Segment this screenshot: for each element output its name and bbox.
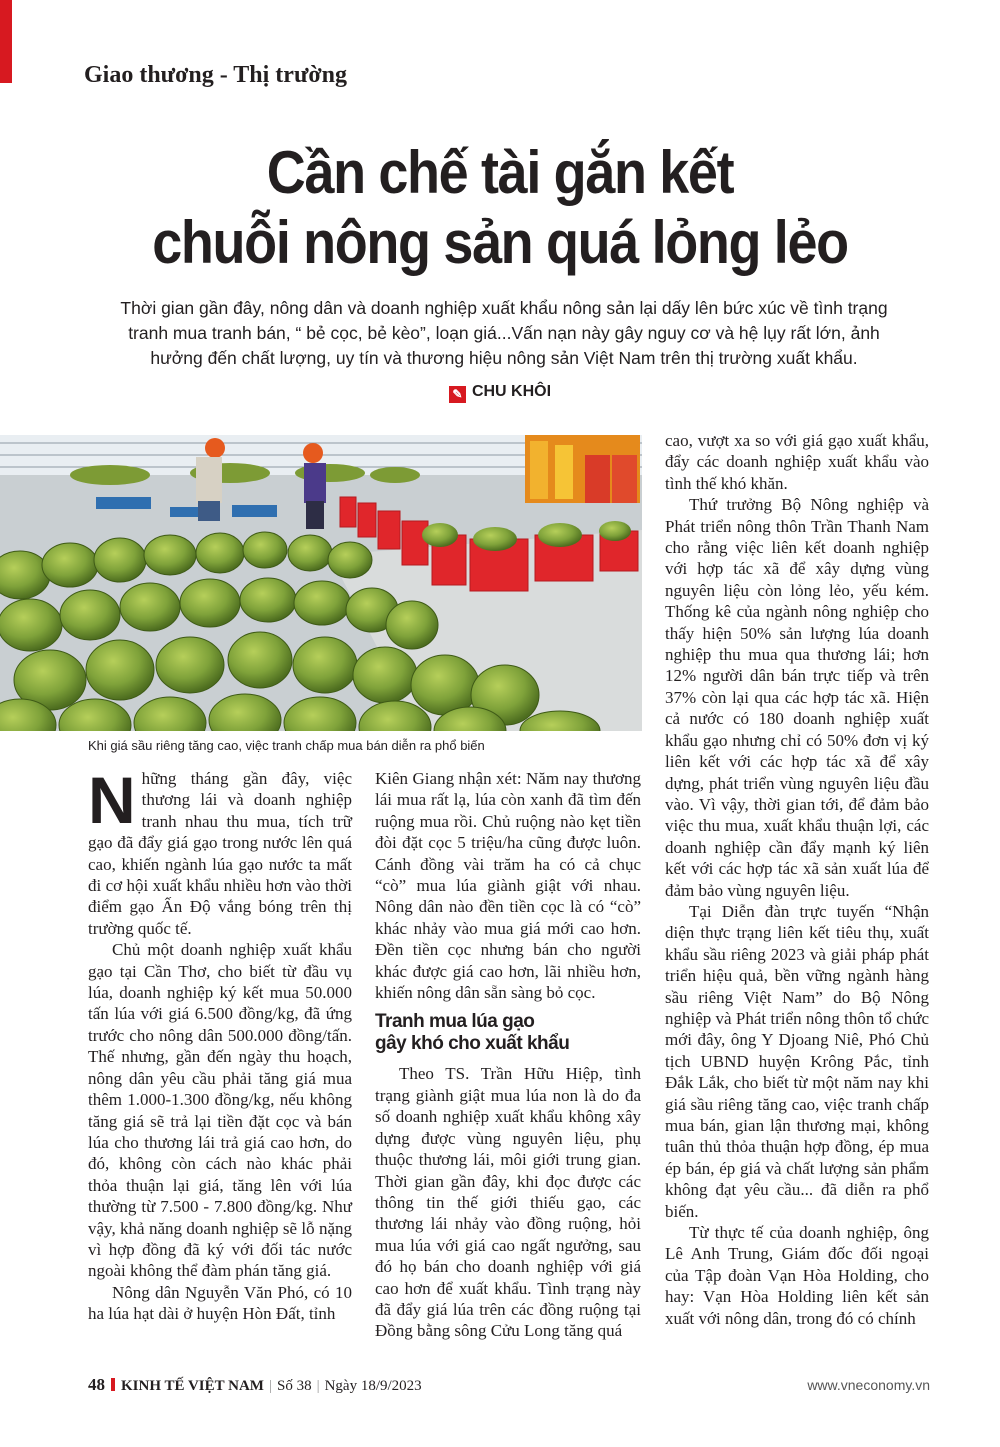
section-label: Giao thương - Thị trường bbox=[84, 62, 347, 88]
website-url: www.vneconomy.vn bbox=[807, 1377, 930, 1393]
subheading-line-1: Tranh mua lúa gạo bbox=[375, 1011, 535, 1033]
issue-date: Ngày 18/9/2023 bbox=[324, 1378, 422, 1394]
paragraph: Thứ trưởng Bộ Nông nghiệp và Phát triển nông thôn Trần Thanh Nam cho rằng việc liên kết doanh nghiệp với hợp tác xã để xây dựng vùng nguyên liệu còn lỏng lẻo, yếu kém. Thống kê của ngành nông nghiệp cho thấy hiện 50% sản lượng lúa doanh nghiệp thu mua qua thương lái; hơn 12% người dân bán trực tiếp và trên 37% còn lại qua các hợp tác xã. Hiện cả nước có 180 doanh nghiệp xuất khẩu gạo nhưng chỉ có 50% đơn vị ký liên kết với các hợp tác xã để xây dựng, phát triển vùng nguyên liệu đầu vào. Vì vậy, thời gian tới, để đảm bảo việc thu mua, xuất khẩu thuận lợi, các doanh nghiệp cần đẩy mạnh ký liên kết với các hợp tác xã sản xuất lúa để đảm bảo vùng nguyên liệu. bbox=[665, 495, 929, 900]
subheading bbox=[375, 1011, 641, 1055]
headline-line-2: chuỗi nông sản quá lỏng lẻo bbox=[152, 209, 848, 276]
paragraph: cao, vượt xa so với giá gạo xuất khẩu, đẩy các doanh nghiệp xuất khẩu vào tình thế khó khăn. bbox=[665, 431, 929, 493]
paragraph: hững tháng gần đây, việc thương lái và doanh nghiệp tranh nhau thu mua, tích trữ gạo đã đẩy giá gạo trong nước lên quá cao, khiến ngành lúa gạo nước ta mất đi cơ hội xuất khẩu nhiều hơn vào thời điểm gạo Ấn Độ vắng bóng trên thị trường quốc tế. bbox=[88, 769, 352, 938]
paragraph: Chủ một doanh nghiệp xuất khẩu gạo tại Cần Thơ, cho biết từ đầu vụ lúa, doanh nghiệp ký kết mua 50.000 tấn lúa với giá 6.500 đồng/kg, đã ứng trước cho nông dân 500.000 đồng/tấn. Thế nhưng, gần đến ngày thu hoạch, nông dân yêu cầu phải tăng giá mua thêm 1.000-1.300 đồng/kg, nếu không tăng giá sẽ trả lại tiền đặt cọc và bán lúa cho thương lái trả giá cao hơn, do đó, không còn cách nào khác phải thỏa thuận lại giá, tăng lên với lúa thường từ 7.500 - 7.800 đồng/kg. Như vậy, khả năng doanh nghiệp sẽ lỗ nặng vì hợp đồng đã ký với đối tác nước ngoài không thể đàm phán tăng giá. bbox=[88, 940, 352, 1281]
issue-number: Số 38 bbox=[276, 1378, 312, 1394]
headline bbox=[50, 138, 950, 278]
magazine-name: KINH TẾ VIỆT NAM bbox=[121, 1378, 264, 1394]
durian-photo-illustration bbox=[0, 435, 642, 731]
subheading-line-2: gây khó cho xuất khẩu bbox=[375, 1033, 570, 1055]
worker-right bbox=[303, 443, 326, 529]
footer-accent bbox=[111, 1378, 115, 1391]
dropcap: N bbox=[88, 763, 136, 837]
paragraph: Theo TS. Trần Hữu Hiệp, tình trạng giành giật mua lúa non là do đa số doanh nghiệp xuất khẩu không xây dựng được vùng nguyên liệu, phụ thuộc thương lái, môi giới trung gian. Thời gian gần đây, khi đọc được các thông tin thế giới thiếu gạo, các thương lái nhảy vào đồng ruộng, hỏi mua lúa với giá cao ngất ngưởng, sau đó họ bán cho doanh nghiệp với giá cao hơn để xuất khẩu. Tình trạng này đã đẩy giá lúa trên các đồng ruộng tại Đồng bằng sông Cửu Long tăng quá bbox=[375, 1064, 641, 1341]
article-column-1 bbox=[88, 763, 352, 1325]
paragraph: Từ thực tế của doanh nghiệp, ông Lê Anh Trung, Giám đốc đối ngoại của Tập đoàn Vạn Hòa Holding, cho hay: Vạn Hòa Holding liên kết sản xuất với nông dân, trong đó có chính bbox=[665, 1223, 929, 1328]
paragraph: Kiên Giang nhận xét: Năm nay thương lái mua rất lạ, lúa còn xanh đã tìm đến ruộng mua rồi. Chủ ruộng nào kẹt tiền đòi đặt cọc 5 triệu/ha cũng được luôn. Cánh đồng vài trăm ha có cả chục “cò” mua lúa giành giật với nhau. Nông dân nào đền tiền cọc là có “cò” khác nhảy vào mua giá mới cao hơn. Đền tiền cọc nhưng bán cho người khác được giá cao hơn, lãi nhiều hơn, khiến nông dân sẵn sàng bỏ cọc. bbox=[375, 769, 641, 1003]
article-column-3 bbox=[665, 430, 929, 1329]
lead-paragraph: Thời gian gần đây, nông dân và doanh nghiệp xuất khẩu nông sản lại dấy lên bức xúc về tình trạng tranh mua tranh bán, “ bẻ cọc, bẻ kèo”, loạn giá...Vấn nạn này gây nguy cơ và hệ lụy rất lớn, ảnh hưởng đến chất lượng, uy tín và thương hiệu nông sản Việt Nam trên thị trường xuất khẩu. bbox=[120, 298, 888, 368]
photo-caption: Khi giá sầu riêng tăng cao, việc tranh chấp mua bán diễn ra phổ biến bbox=[88, 738, 485, 753]
durian-photo bbox=[0, 435, 642, 731]
headline-line-1: Cần chế tài gắn kết bbox=[266, 139, 734, 206]
author-name: CHU KHÔI bbox=[471, 383, 552, 400]
article-column-2 bbox=[375, 768, 641, 1342]
page-number: 48 bbox=[88, 1375, 105, 1394]
section-accent-bar bbox=[0, 0, 12, 83]
byline bbox=[0, 383, 1000, 403]
page-footer: 48 KINH TẾ VIỆT NAM | Số 38 | Ngày 18/9/2023 bbox=[88, 1375, 422, 1394]
paragraph: Tại Diễn đàn trực tuyến “Nhận diện thực trạng liên kết tiêu thụ, xuất khẩu sầu riêng 2023 và giải pháp phát triển hiệu quả, bền vững ngành hàng sầu riêng Việt Nam” do Bộ Nông nghiệp và Phát triển nông thôn tổ chức mới đây, ông Y Djoang Niê, Phó Chủ tịch UBND huyện Krông Pắc, tỉnh Đắk Lắk, cho biết từ một năm nay khi giá sầu riêng tăng cao, việc tranh chấp mua bán, gian lận thương mại, không tuân thủ thỏa thuận hợp đồng, ép mua ép bán, ép giá và chất lượng sản phẩm không đạt yêu cầu... đã diễn ra phổ biến. bbox=[665, 901, 929, 1221]
paragraph: Nông dân Nguyễn Văn Phó, có 10 ha lúa hạt dài ở huyện Hòn Đất, tỉnh bbox=[88, 1282, 352, 1324]
pen-icon: ✎ bbox=[449, 386, 466, 403]
